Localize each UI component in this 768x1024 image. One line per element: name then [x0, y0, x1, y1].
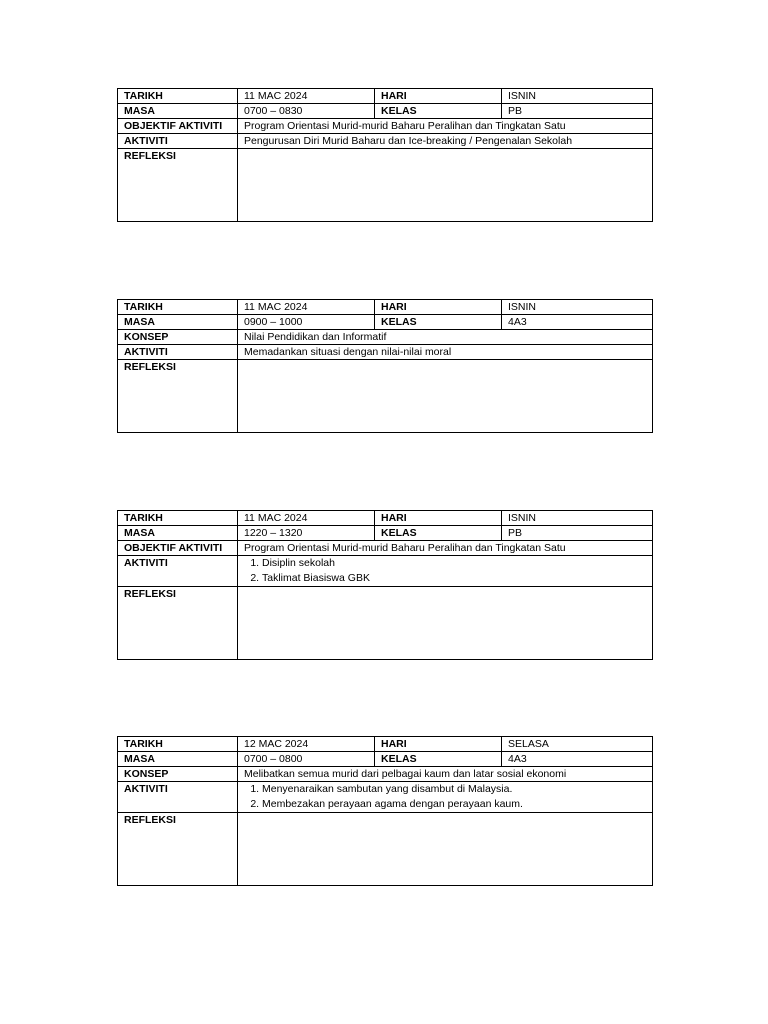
time-row [118, 104, 653, 119]
reflection-value[interactable] [238, 813, 653, 886]
lesson-table-2 [117, 299, 653, 433]
activity-row [118, 134, 653, 149]
day-label: HARI [375, 737, 502, 752]
reflection-label: REFLEKSI [118, 149, 238, 222]
activity-value: Memadankan situasi dengan nilai-nilai moral [238, 345, 653, 360]
class-value: 4A3 [502, 315, 653, 330]
date-value: 11 MAC 2024 [238, 300, 375, 315]
date-row [118, 89, 653, 104]
topic-label: KONSEP [118, 767, 238, 782]
topic-value: Program Orientasi Murid-murid Baharu Peralihan dan Tingkatan Satu [238, 119, 653, 134]
activity-item: 1. Disiplin sekolah [262, 556, 646, 571]
lesson-table-3 [117, 510, 653, 660]
topic-label: OBJEKTIF AKTIVITI [118, 541, 238, 556]
reflection-row [118, 587, 653, 660]
time-value: 1220 – 1320 [238, 526, 375, 541]
time-value: 0700 – 0830 [238, 104, 375, 119]
time-label: MASA [118, 752, 238, 767]
day-value: ISNIN [502, 300, 653, 315]
reflection-row [118, 360, 653, 433]
activity-label: AKTIVITI [118, 782, 238, 813]
reflection-label: REFLEKSI [118, 360, 238, 433]
reflection-label: REFLEKSI [118, 587, 238, 660]
activity-row [118, 782, 653, 813]
activity-label: AKTIVITI [118, 134, 238, 149]
activity-value: Pengurusan Diri Murid Baharu dan Ice-breaking / Pengenalan Sekolah [238, 134, 653, 149]
date-value: 12 MAC 2024 [238, 737, 375, 752]
time-value: 0700 – 0800 [238, 752, 375, 767]
lesson-table-1 [117, 88, 653, 222]
class-value: 4A3 [502, 752, 653, 767]
time-row [118, 315, 653, 330]
date-row [118, 511, 653, 526]
topic-row [118, 541, 653, 556]
date-label: TARIKH [118, 300, 238, 315]
reflection-value[interactable] [238, 587, 653, 660]
date-label: TARIKH [118, 737, 238, 752]
class-label: KELAS [375, 526, 502, 541]
activity-value [238, 782, 653, 813]
topic-value: Program Orientasi Murid-murid Baharu Peralihan dan Tingkatan Satu [238, 541, 653, 556]
reflection-value[interactable] [238, 149, 653, 222]
day-value: ISNIN [502, 511, 653, 526]
topic-row [118, 119, 653, 134]
activity-row [118, 556, 653, 587]
activity-item: 1. Menyenaraikan sambutan yang disambut di Malaysia. [262, 782, 646, 797]
class-value: PB [502, 104, 653, 119]
class-label: KELAS [375, 752, 502, 767]
activity-item: 2. Taklimat Biasiswa GBK [262, 571, 646, 586]
topic-value: Melibatkan semua murid dari pelbagai kaum dan latar sosial ekonomi [238, 767, 653, 782]
activity-item: 2. Membezakan perayaan agama dengan perayaan kaum. [262, 797, 646, 812]
lesson-table-4 [117, 736, 653, 886]
date-label: TARIKH [118, 511, 238, 526]
day-label: HARI [375, 89, 502, 104]
class-label: KELAS [375, 315, 502, 330]
day-value: ISNIN [502, 89, 653, 104]
time-row [118, 752, 653, 767]
activity-list [244, 556, 646, 586]
date-value: 11 MAC 2024 [238, 89, 375, 104]
topic-row [118, 330, 653, 345]
topic-label: OBJEKTIF AKTIVITI [118, 119, 238, 134]
class-value: PB [502, 526, 653, 541]
date-row [118, 300, 653, 315]
activity-label: AKTIVITI [118, 345, 238, 360]
topic-value: Nilai Pendidikan dan Informatif [238, 330, 653, 345]
time-label: MASA [118, 104, 238, 119]
day-value: SELASA [502, 737, 653, 752]
reflection-value[interactable] [238, 360, 653, 433]
activity-value [238, 556, 653, 587]
reflection-label: REFLEKSI [118, 813, 238, 886]
date-row [118, 737, 653, 752]
date-label: TARIKH [118, 89, 238, 104]
activity-row [118, 345, 653, 360]
time-value: 0900 – 1000 [238, 315, 375, 330]
day-label: HARI [375, 300, 502, 315]
activity-list [244, 782, 646, 812]
reflection-row [118, 813, 653, 886]
time-row [118, 526, 653, 541]
day-label: HARI [375, 511, 502, 526]
time-label: MASA [118, 526, 238, 541]
class-label: KELAS [375, 104, 502, 119]
time-label: MASA [118, 315, 238, 330]
topic-row [118, 767, 653, 782]
activity-label: AKTIVITI [118, 556, 238, 587]
topic-label: KONSEP [118, 330, 238, 345]
date-value: 11 MAC 2024 [238, 511, 375, 526]
reflection-row [118, 149, 653, 222]
